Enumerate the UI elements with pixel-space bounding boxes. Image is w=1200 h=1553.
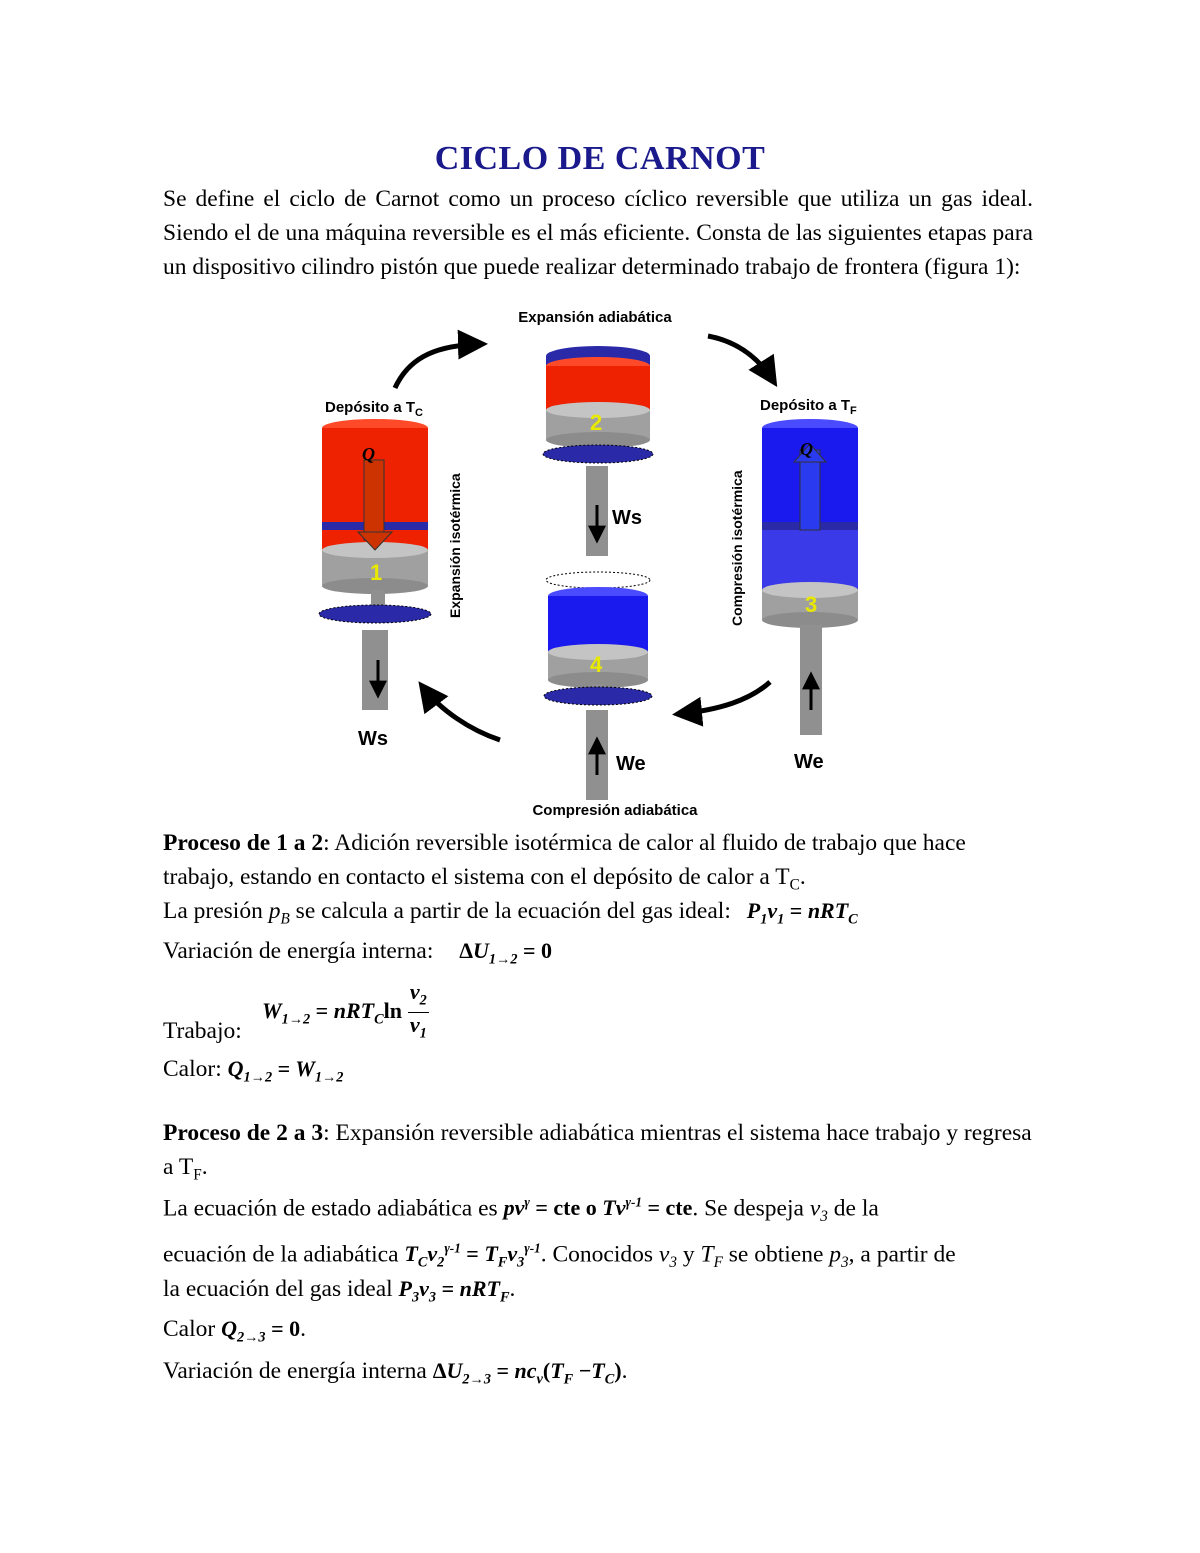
arrow-top-right bbox=[708, 336, 774, 382]
carnot-cycle-figure bbox=[300, 300, 900, 820]
deposit-cold-label: Depósito a $T_F$ bbox=[760, 397, 857, 417]
adiabatic-equation-line: ecuación de la adiabática $T_Cv_2^{\gamma-1} = T_Fv_3^{\gamma-1}$. Conocidos $v_3$ y $T_F$ se obtiene $p_3$, a partir de bbox=[163, 1241, 956, 1272]
label-expansion-adiabatic: Expansión adiabática bbox=[518, 309, 672, 326]
work-equation-line: $W_{1\to 2} = nRT_C\ln$ $\frac{v_2}{v_1}$ bbox=[262, 979, 427, 1042]
equation-heat-12: $Q_{1\to 2} = W_{1\to 2}$ bbox=[227, 1056, 344, 1086]
cylinder-2 bbox=[543, 346, 653, 556]
work-label: Trabajo: bbox=[163, 1018, 242, 1044]
equation-ideal-gas-1: $P_1v_1 = nRT_C$ bbox=[746, 898, 858, 928]
ws-left: Ws bbox=[358, 728, 388, 750]
cylinder-1 bbox=[319, 399, 431, 750]
cylinder-4 bbox=[544, 572, 652, 800]
label-compression-isothermal: Compresión isotérmica bbox=[729, 470, 745, 626]
label-compression-adiabatic: Compresión adiabática bbox=[532, 802, 698, 819]
arrow-bottom-left bbox=[422, 686, 500, 740]
heat-line-23: Calor $Q_{2\to 3} = 0$. bbox=[163, 1316, 306, 1346]
q-label-3: Q bbox=[800, 439, 813, 459]
equation-work-12: $W_{1\to 2} = nRT_C\ln$ bbox=[262, 998, 402, 1028]
equation-delta-u-12: $\Delta U_{1\to 2} = 0$ bbox=[459, 938, 553, 968]
equation-adiabatic-23: $T_Cv_2^{\gamma-1} = T_Fv_3^{\gamma-1}$ bbox=[404, 1241, 541, 1271]
equation-heat-23: $Q_{2\to 3} = 0$ bbox=[221, 1316, 301, 1346]
process-2-3-paragraph: Proceso de 2 a 3: Expansión reversible adiabática mientras el sistema hace trabajo y regresa a $T_F$. bbox=[163, 1120, 1032, 1184]
intro-paragraph: Se define el ciclo de Carnot como un proceso cíclico reversible que utiliza un gas ideal. Siendo el de una máquina reversible es el más eficiente. Consta de las siguientes etapas para un dispositivo cilindro pistón que puede realizar determinado trabajo de frontera (figura 1): bbox=[163, 186, 1033, 280]
state-3: 3 bbox=[805, 592, 818, 617]
equation-ideal-gas-3: $P_3v_3 = nRT_F$ bbox=[398, 1276, 510, 1306]
we-bottom: We bbox=[616, 753, 646, 775]
we-right: We bbox=[794, 751, 824, 773]
heat-line-12: Calor: $Q_{1\to 2} = W_{1\to 2}$ bbox=[163, 1056, 344, 1086]
q-label-1: Q bbox=[362, 444, 375, 464]
arrow-bottom-right bbox=[678, 682, 770, 714]
ws-top: Ws bbox=[612, 507, 642, 529]
ideal-gas-line-3: la ecuación del gas ideal $P_3v_3 = nRT_F$. bbox=[163, 1276, 516, 1306]
state-4: 4 bbox=[590, 652, 603, 677]
deposit-hot-label: Depósito a $T_C$ bbox=[325, 399, 423, 419]
equation-adiabatic-state: $pv^\gamma$ = cte o $Tv^{\gamma-1}$ = cte bbox=[503, 1195, 693, 1221]
adiabatic-state-line: La ecuación de estado adiabática es $pv^\gamma$ = cte o $Tv^{\gamma-1}$ = cte. Se despeja $v_3$ de la bbox=[163, 1195, 879, 1226]
energy-line-12: Variación de energía interna: $\Delta U_{1\to 2} = 0$ bbox=[163, 938, 553, 968]
pressure-line: La presión $p_B$ se calcula a partir de la ecuación del gas ideal: $P_1v_1 = nRT_C$ bbox=[163, 898, 858, 928]
cylinder-3 bbox=[760, 397, 858, 773]
energy-line-23: Variación de energía interna $\Delta U_{2\to 3} = nc_v(T_F -T_C)$. bbox=[163, 1358, 628, 1388]
state-1: 1 bbox=[370, 560, 383, 585]
page-title: CICLO DE CARNOT bbox=[434, 140, 766, 177]
process-1-2-paragraph: Proceso de 1 a 2: Adición reversible isotérmica de calor al fluido de trabajo que hace trabajo, estando en contacto el sistema con el depósito de calor a $T_C$. bbox=[163, 830, 966, 894]
label-expansion-isothermal: Expansión isotérmica bbox=[447, 473, 463, 618]
equation-delta-u-23: $\Delta U_{2\to 3} = nc_v(T_F -T_C)$ bbox=[432, 1358, 622, 1388]
process-1-2-heading: Proceso de 1 a 2 bbox=[163, 830, 324, 856]
process-2-3-heading: Proceso de 2 a 3 bbox=[163, 1120, 324, 1146]
state-2: 2 bbox=[590, 410, 603, 435]
arrow-top-left bbox=[395, 344, 482, 388]
